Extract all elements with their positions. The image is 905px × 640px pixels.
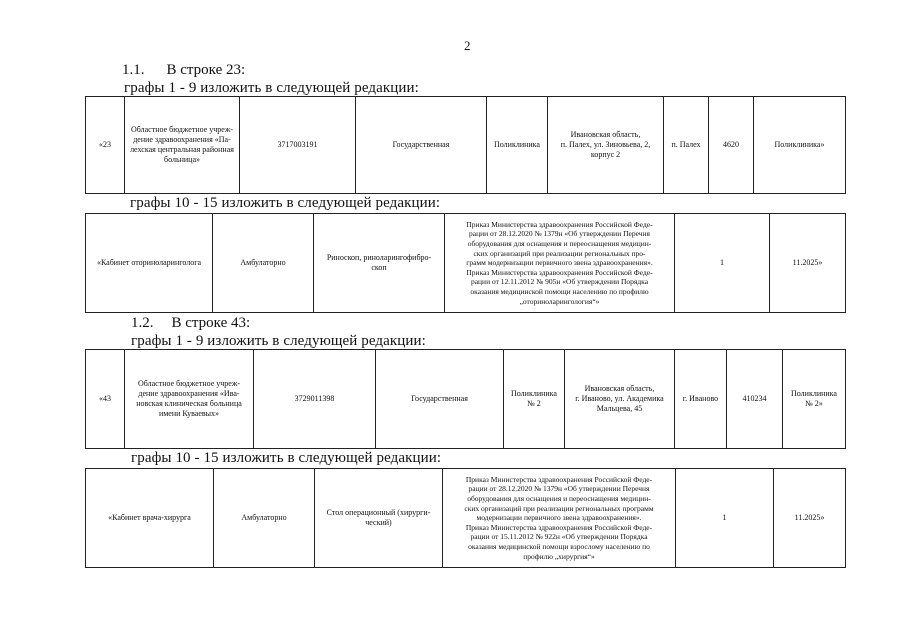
table-row — [86, 214, 846, 313]
cell-care-form: Амбулаторно — [213, 214, 314, 313]
cell-unit: Поликлиника № 2» — [783, 350, 846, 449]
section-heading-text: В строке 43: — [171, 315, 251, 331]
cell-cabinet: «Кабинет оториноларинголога — [86, 214, 213, 313]
cell-row-number: «23 — [86, 97, 125, 194]
table-row — [86, 97, 846, 194]
section-heading-1-2 — [131, 315, 250, 332]
cell-date: 11.2025» — [774, 469, 846, 568]
cell-ownership: Государственная — [376, 350, 504, 449]
cell-code: 4620 — [709, 97, 754, 194]
instruction-columns-10-15: графы 10 - 15 изложить в следующей редакции: — [130, 195, 441, 211]
cell-address: Ивановская область, г. Иваново, ул. Академика Мальцева, 45 — [565, 350, 675, 449]
section-heading-1-1 — [122, 62, 245, 79]
cell-organization: Областное бюджетное учреж- дение здравоохранения «Ива- новская клиническая больница имени Куваевых» — [125, 350, 254, 449]
cell-ownership: Государственная — [356, 97, 487, 194]
cell-row-number: «43 — [86, 350, 125, 449]
table-columns-10-15-row-23 — [85, 213, 846, 313]
cell-locality: г. Иваново — [675, 350, 727, 449]
cell-care-form: Амбулаторно — [214, 469, 315, 568]
cell-quantity: 1 — [676, 469, 774, 568]
instruction-columns-10-15: графы 10 - 15 изложить в следующей редакции: — [131, 450, 442, 466]
page-number: 2 — [464, 38, 471, 53]
cell-legal-basis: Приказ Министерства здравоохранения Российской Феде- рации от 28.12.2020 № 1379н «Об утверждении Перечня оборудования для оснащения и переоснащения медицин- ских организаций при реализации региональных программ модернизации первичного звена здравоохранения». Приказ Министерства здравоохранения Российской Феде- рации от 15.11.2012 № 922н «Об утверждении Порядка оказания медицинской помощи взрослому населению по профилю „хирургия“» — [443, 469, 676, 568]
section-heading-text: В строке 23: — [166, 62, 246, 78]
cell-equipment: Стол операционный (хирурги- ческий) — [315, 469, 443, 568]
cell-inn: 3729011398 — [254, 350, 376, 449]
table-row — [86, 350, 846, 449]
cell-address: Ивановская область, п. Палех, ул. Зиновьева, 2, корпус 2 — [548, 97, 664, 194]
cell-code: 410234 — [727, 350, 783, 449]
cell-equipment: Риноскоп, риноларингофибро- скоп — [314, 214, 445, 313]
cell-date: 11.2025» — [770, 214, 846, 313]
cell-subdivision: Поликлиника № 2 — [504, 350, 565, 449]
section-number: 1.1. — [122, 62, 145, 78]
section-number: 1.2. — [131, 315, 154, 331]
cell-quantity: 1 — [675, 214, 770, 313]
instruction-columns-1-9: графы 1 - 9 изложить в следующей редакции: — [124, 80, 419, 96]
table-columns-10-15-row-43 — [85, 468, 846, 568]
cell-organization: Областное бюджетное учреж- дение здравоохранения «Па- лехская центральная районная больница» — [125, 97, 240, 194]
table-columns-1-9-row-43 — [85, 349, 846, 449]
cell-cabinet: «Кабинет врача-хирурга — [86, 469, 214, 568]
cell-unit: Поликлиника» — [754, 97, 846, 194]
cell-legal-basis: Приказ Министерства здравоохранения Российской Феде- рации от 28.12.2020 № 1379н «Об утверждении Перечня оборудования для оснащения и переоснащения медицин- ских организаций при реализации региональных про- грамм модернизации первичного звена здравоохранения». Приказ Министерства здравоохранения Российской Феде- рации от 12.11.2012 № 905н «Об утверждении Порядка оказания медицинской помощи населению по профилю „оториноларингология“» — [445, 214, 675, 313]
cell-locality: п. Палех — [664, 97, 709, 194]
instruction-columns-1-9: графы 1 - 9 изложить в следующей редакции: — [131, 333, 426, 349]
table-columns-1-9-row-23 — [85, 96, 846, 194]
cell-inn: 3717003191 — [240, 97, 356, 194]
table-row — [86, 469, 846, 568]
cell-subdivision: Поликлиника — [487, 97, 548, 194]
